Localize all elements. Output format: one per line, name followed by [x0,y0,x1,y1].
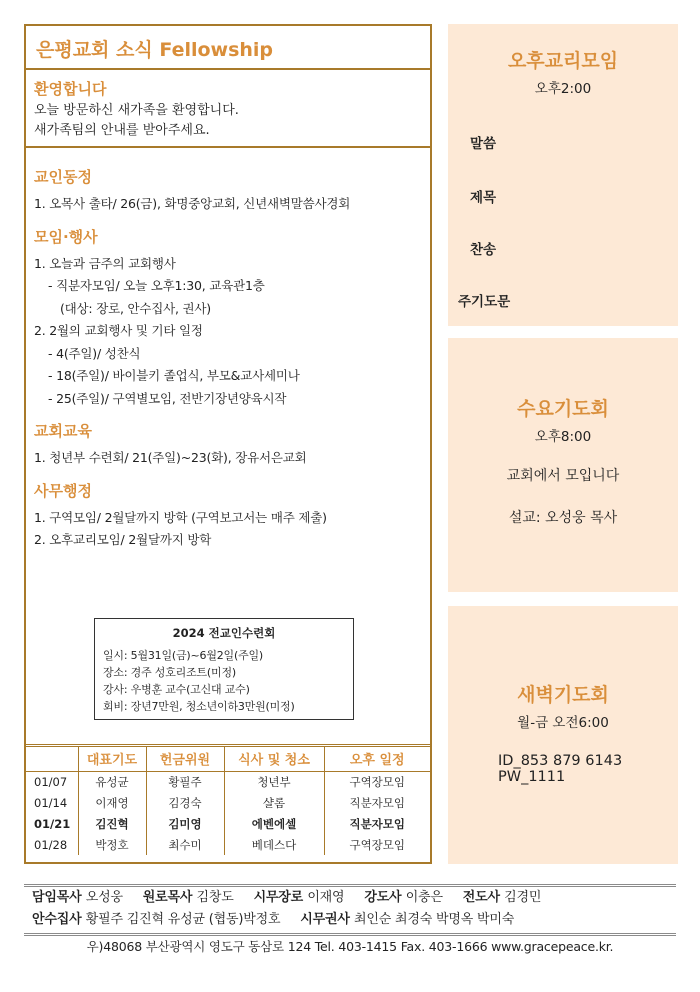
staff-role: 안수집사 [32,912,86,927]
news-education [34,420,422,470]
footer [24,884,676,958]
staff-role: 담임목사 [32,890,86,905]
order-item: 말씀 [470,136,497,152]
news-line: - 직분자모임/ 오늘 오후1:30, 교육관1층 [48,278,265,293]
staff-line [24,909,676,931]
table-cell: 구역장모임 [349,774,406,789]
news-section-title: 교회교육 [34,422,92,440]
table-cell: 박정호 [78,834,146,855]
afternoon-meeting-panel [448,24,678,326]
news-section-title: 모임·행사 [34,227,98,246]
staff-name: 김경민 [504,890,542,905]
news-section-title: 사무행정 [34,481,92,500]
staff-name: 이재영 [307,890,345,905]
news-member-updates [34,166,422,216]
staff-name: 오성웅 [85,890,123,905]
table-cell: 김진혁 [78,813,146,834]
table-cell: 황필주 [146,771,224,792]
table-cell: 직분자모임 [349,795,406,810]
news-line: - 25(주일)/ 구역별모임, 전반기장년양육시작 [48,390,287,406]
news-line: 1. 오목사 출타/ 26(금), 화명중앙교회, 신년새벽말씀사경회 [34,196,351,211]
retreat-line: 장소: 경주 성호리조트(미정) [103,666,236,679]
panel-title: 수요기도회 [517,398,609,420]
staff-name: 최인순 최경숙 박명옥 박미숙 [354,912,515,927]
retreat-title: 2024 전교인수련회 [172,626,276,640]
retreat-line: 강사: 우병훈 교수(고신대 교수) [103,683,250,696]
news-section-title: 교인동정 [34,168,92,186]
panel-line: 교회에서 모입니다 [506,468,620,484]
panel-time: 오후8:00 [534,429,592,445]
table-cell: 김경숙 [146,792,224,813]
staff-role: 원로목사 [142,890,197,905]
news-line: - 18(주일)/ 바이블키 졸업식, 부모&교사세미나 [48,368,300,383]
staff-role: 시무장로 [253,890,308,905]
retreat-line: 회비: 장년7만원, 청소년이하3만원(미정) [103,700,295,713]
church-address: 우)48068 부산광역시 영도구 동삼로 124 Tel. 403-1415 Fax. 403-1666 www.gracepeace.kr. [86,939,614,954]
panel-line: 설교: 오성웅 목사 [508,510,618,526]
news-section [26,148,430,713]
bulletin-main-frame [24,24,432,864]
news-line: 2. 2월의 교회행사 및 기타 일정 [34,323,203,338]
table-cell: 최수미 [146,834,224,855]
welcome-line: 새가족팀의 안내를 받아주세요. [34,123,210,138]
table-row [26,834,430,855]
news-line: 1. 청년부 수련회/ 21(주일)~23(화), 장유서은교회 [34,450,307,465]
table-cell: 01/07 [26,771,78,792]
masthead-title: 은평교회 소식 Fellowship [26,26,430,70]
staff-role: 전도사 [462,890,505,905]
table-cell: 구역장모임 [349,837,406,852]
panel-time: 월-금 오전6:00 [517,715,609,731]
table-header: 대표기도 [78,747,146,771]
table-header [26,747,78,771]
retreat-notice-box [94,618,354,720]
table-cell: 01/21 [26,813,78,834]
table-cell: 이재영 [78,792,146,813]
table-cell: 01/28 [26,834,78,855]
table-cell: 샬롬 [224,792,324,813]
retreat-line: 일시: 5월31일(금)~6월2일(주일) [103,649,264,662]
zoom-id: ID_853 879 6143 [498,753,623,769]
table-header-row [26,747,430,771]
news-administration [34,480,422,552]
table-cell: 베데스다 [224,834,324,855]
order-item: 주기도문 [458,294,511,310]
table-cell: 김미영 [146,813,224,834]
panel-time: 오후2:00 [534,81,592,97]
dawn-prayer-panel [448,606,678,864]
table-cell: 청년부 [224,771,324,792]
table-header: 식사 및 청소 [224,747,324,771]
news-line: (대상: 장로, 안수집사, 권사) [60,300,211,316]
table-row [26,771,430,792]
staff-name: 김창도 [196,890,234,905]
wednesday-prayer-panel [448,338,678,592]
table-header: 헌금위원 [146,747,224,771]
news-line: 2. 오후교리모임/ 2월달까지 방학 [34,532,212,547]
staff-role: 강도사 [364,890,406,905]
table-row [26,792,430,813]
panel-title: 새벽기도회 [517,684,609,706]
zoom-password: PW_1111 [498,769,566,785]
table-row-current [26,813,430,834]
staff-name: 이충은 [405,890,443,905]
duty-roster-table [26,744,430,862]
news-meetings-events [34,226,422,411]
table-cell: 01/14 [26,792,78,813]
staff-line [24,887,676,909]
welcome-section [26,70,430,148]
table-cell: 유성균 [78,771,146,792]
news-line: - 4(주일)/ 성찬식 [48,345,141,361]
panel-title: 오후교리모임 [507,50,619,72]
welcome-title: 환영합니다 [34,80,107,98]
order-item: 찬송 [470,242,497,258]
order-item: 제목 [470,190,497,206]
table-header: 오후 일정 [324,747,430,771]
welcome-line: 오늘 방문하신 새가족을 환영합니다. [34,103,239,118]
staff-name: 황필주 김진혁 유성균 (협동)박정호 [85,912,281,927]
news-line: 1. 오늘과 금주의 교회행사 [34,255,176,271]
table-cell: 직분자모임 [349,816,406,831]
table-cell: 에벤에셀 [224,813,324,834]
news-line: 1. 구역모임/ 2월달까지 방학 (구역보고서는 매주 제출) [34,509,327,525]
staff-role: 시무권사 [300,912,355,927]
